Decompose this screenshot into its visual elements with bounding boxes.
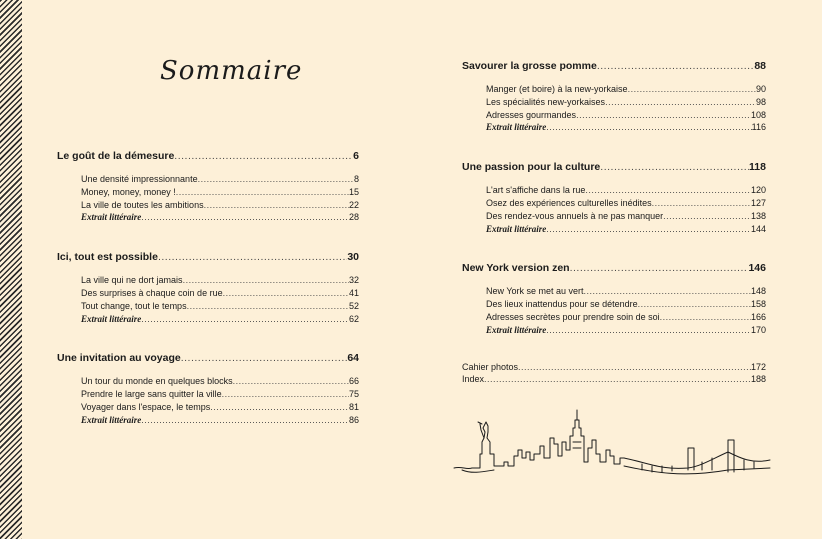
leader-dots <box>600 161 749 173</box>
leader-dots <box>187 301 349 311</box>
toc-entry-excerpt[interactable]: Extrait littéraire ..... 116 <box>462 122 766 135</box>
toc-entry-excerpt[interactable]: Extrait littéraire ..... 170 <box>462 325 766 338</box>
toc-entry[interactable]: Tout change, tout le temps ..... 52 <box>57 301 359 314</box>
leader-dots <box>585 185 751 195</box>
leader-dots <box>605 97 756 107</box>
toc-right-page <box>462 60 766 387</box>
leader-dots <box>584 286 751 296</box>
leader-dots <box>576 110 751 120</box>
toc-entry[interactable]: Manger (et boire) à la new-yorkaise ..... 90 <box>462 84 766 97</box>
toc-entry[interactable]: Adresses secrètes pour prendre soin de soi ..... 166 <box>462 312 766 325</box>
leader-dots <box>176 187 349 197</box>
toc-appendix-entry[interactable]: Cahier photos ..... 172 <box>462 362 766 375</box>
toc-entry[interactable]: Des lieux inattendus pour se détendre ..... 158 <box>462 299 766 312</box>
toc-entry-excerpt[interactable]: Extrait littéraire ..... 144 <box>462 224 766 237</box>
leader-dots <box>210 402 349 412</box>
leader-dots <box>546 325 751 335</box>
toc-entry[interactable]: Les spécialités new-yorkaises ..... 98 <box>462 97 766 110</box>
toc-entry-excerpt[interactable]: Extrait littéraire ..... 28 <box>57 212 359 225</box>
toc-entry[interactable]: Money, money, money ! ..... 15 <box>57 187 359 200</box>
leader-dots <box>597 60 755 72</box>
toc-entry[interactable]: L'art s'affiche dans la rue ..... 120 <box>462 185 766 198</box>
toc-section <box>57 251 359 326</box>
leader-dots <box>222 389 349 399</box>
toc-entry[interactable]: Des rendez-vous annuels à ne pas manquer ..... 138 <box>462 211 766 224</box>
toc-entry-excerpt[interactable]: Extrait littéraire ..... 86 <box>57 415 359 428</box>
toc-section <box>462 161 766 236</box>
toc-left-page <box>57 150 359 454</box>
toc-entry[interactable]: New York se met au vert ..... 148 <box>462 286 766 299</box>
toc-entry[interactable]: Prendre le large sans quitter la ville ..... 75 <box>57 389 359 402</box>
leader-dots <box>484 374 751 384</box>
toc-heading[interactable]: Le goût de la démesure ..... 6 <box>57 150 359 164</box>
toc-section <box>57 352 359 427</box>
new-york-skyline-icon <box>452 408 772 493</box>
toc-entry[interactable]: Osez des expériences culturelles inédites ..... 127 <box>462 198 766 211</box>
leader-dots <box>638 299 751 309</box>
page-title: Sommaire <box>160 56 303 86</box>
leader-dots <box>546 122 751 132</box>
leader-dots <box>660 312 751 322</box>
leader-dots <box>198 174 354 184</box>
toc-heading[interactable]: Une invitation au voyage ..... 64 <box>57 352 359 366</box>
toc-heading[interactable]: Ici, tout est possible ..... 30 <box>57 251 359 265</box>
leader-dots <box>223 288 349 298</box>
leader-dots <box>158 251 347 263</box>
leader-dots <box>663 211 751 221</box>
leader-dots <box>174 150 353 162</box>
leader-dots <box>233 376 349 386</box>
toc-entry[interactable]: Un tour du monde en quelques blocks ..... 66 <box>57 376 359 389</box>
toc-entry[interactable]: Des surprises à chaque coin de rue ..... 41 <box>57 288 359 301</box>
toc-section <box>462 262 766 337</box>
leader-dots <box>652 198 751 208</box>
leader-dots <box>183 275 349 285</box>
book-spine-stitching <box>0 0 22 539</box>
leader-dots <box>141 415 349 425</box>
leader-dots <box>570 262 749 274</box>
leader-dots <box>181 352 348 364</box>
toc-entry[interactable]: La ville qui ne dort jamais ..... 32 <box>57 275 359 288</box>
toc-entry[interactable]: Adresses gourmandes ..... 108 <box>462 110 766 123</box>
toc-appendix <box>462 362 766 387</box>
toc-section <box>57 150 359 225</box>
toc-entry-excerpt[interactable]: Extrait littéraire ..... 62 <box>57 314 359 327</box>
toc-entry[interactable]: Voyager dans l'espace, le temps ..... 81 <box>57 402 359 415</box>
leader-dots <box>141 212 349 222</box>
toc-heading[interactable]: New York version zen ..... 146 <box>462 262 766 276</box>
toc-heading[interactable]: Savourer la grosse pomme ..... 88 <box>462 60 766 74</box>
toc-heading[interactable]: Une passion pour la culture ..... 118 <box>462 161 766 175</box>
toc-section <box>462 60 766 135</box>
spine-gap <box>22 0 24 539</box>
leader-dots <box>141 314 349 324</box>
leader-dots <box>204 200 349 210</box>
toc-entry[interactable]: La ville de toutes les ambitions ..... 22 <box>57 200 359 213</box>
toc-appendix-entry[interactable]: Index ..... 188 <box>462 374 766 387</box>
leader-dots <box>546 224 751 234</box>
toc-entry[interactable]: Une densité impressionnante ..... 8 <box>57 174 359 187</box>
leader-dots <box>628 84 756 94</box>
leader-dots <box>518 362 751 372</box>
